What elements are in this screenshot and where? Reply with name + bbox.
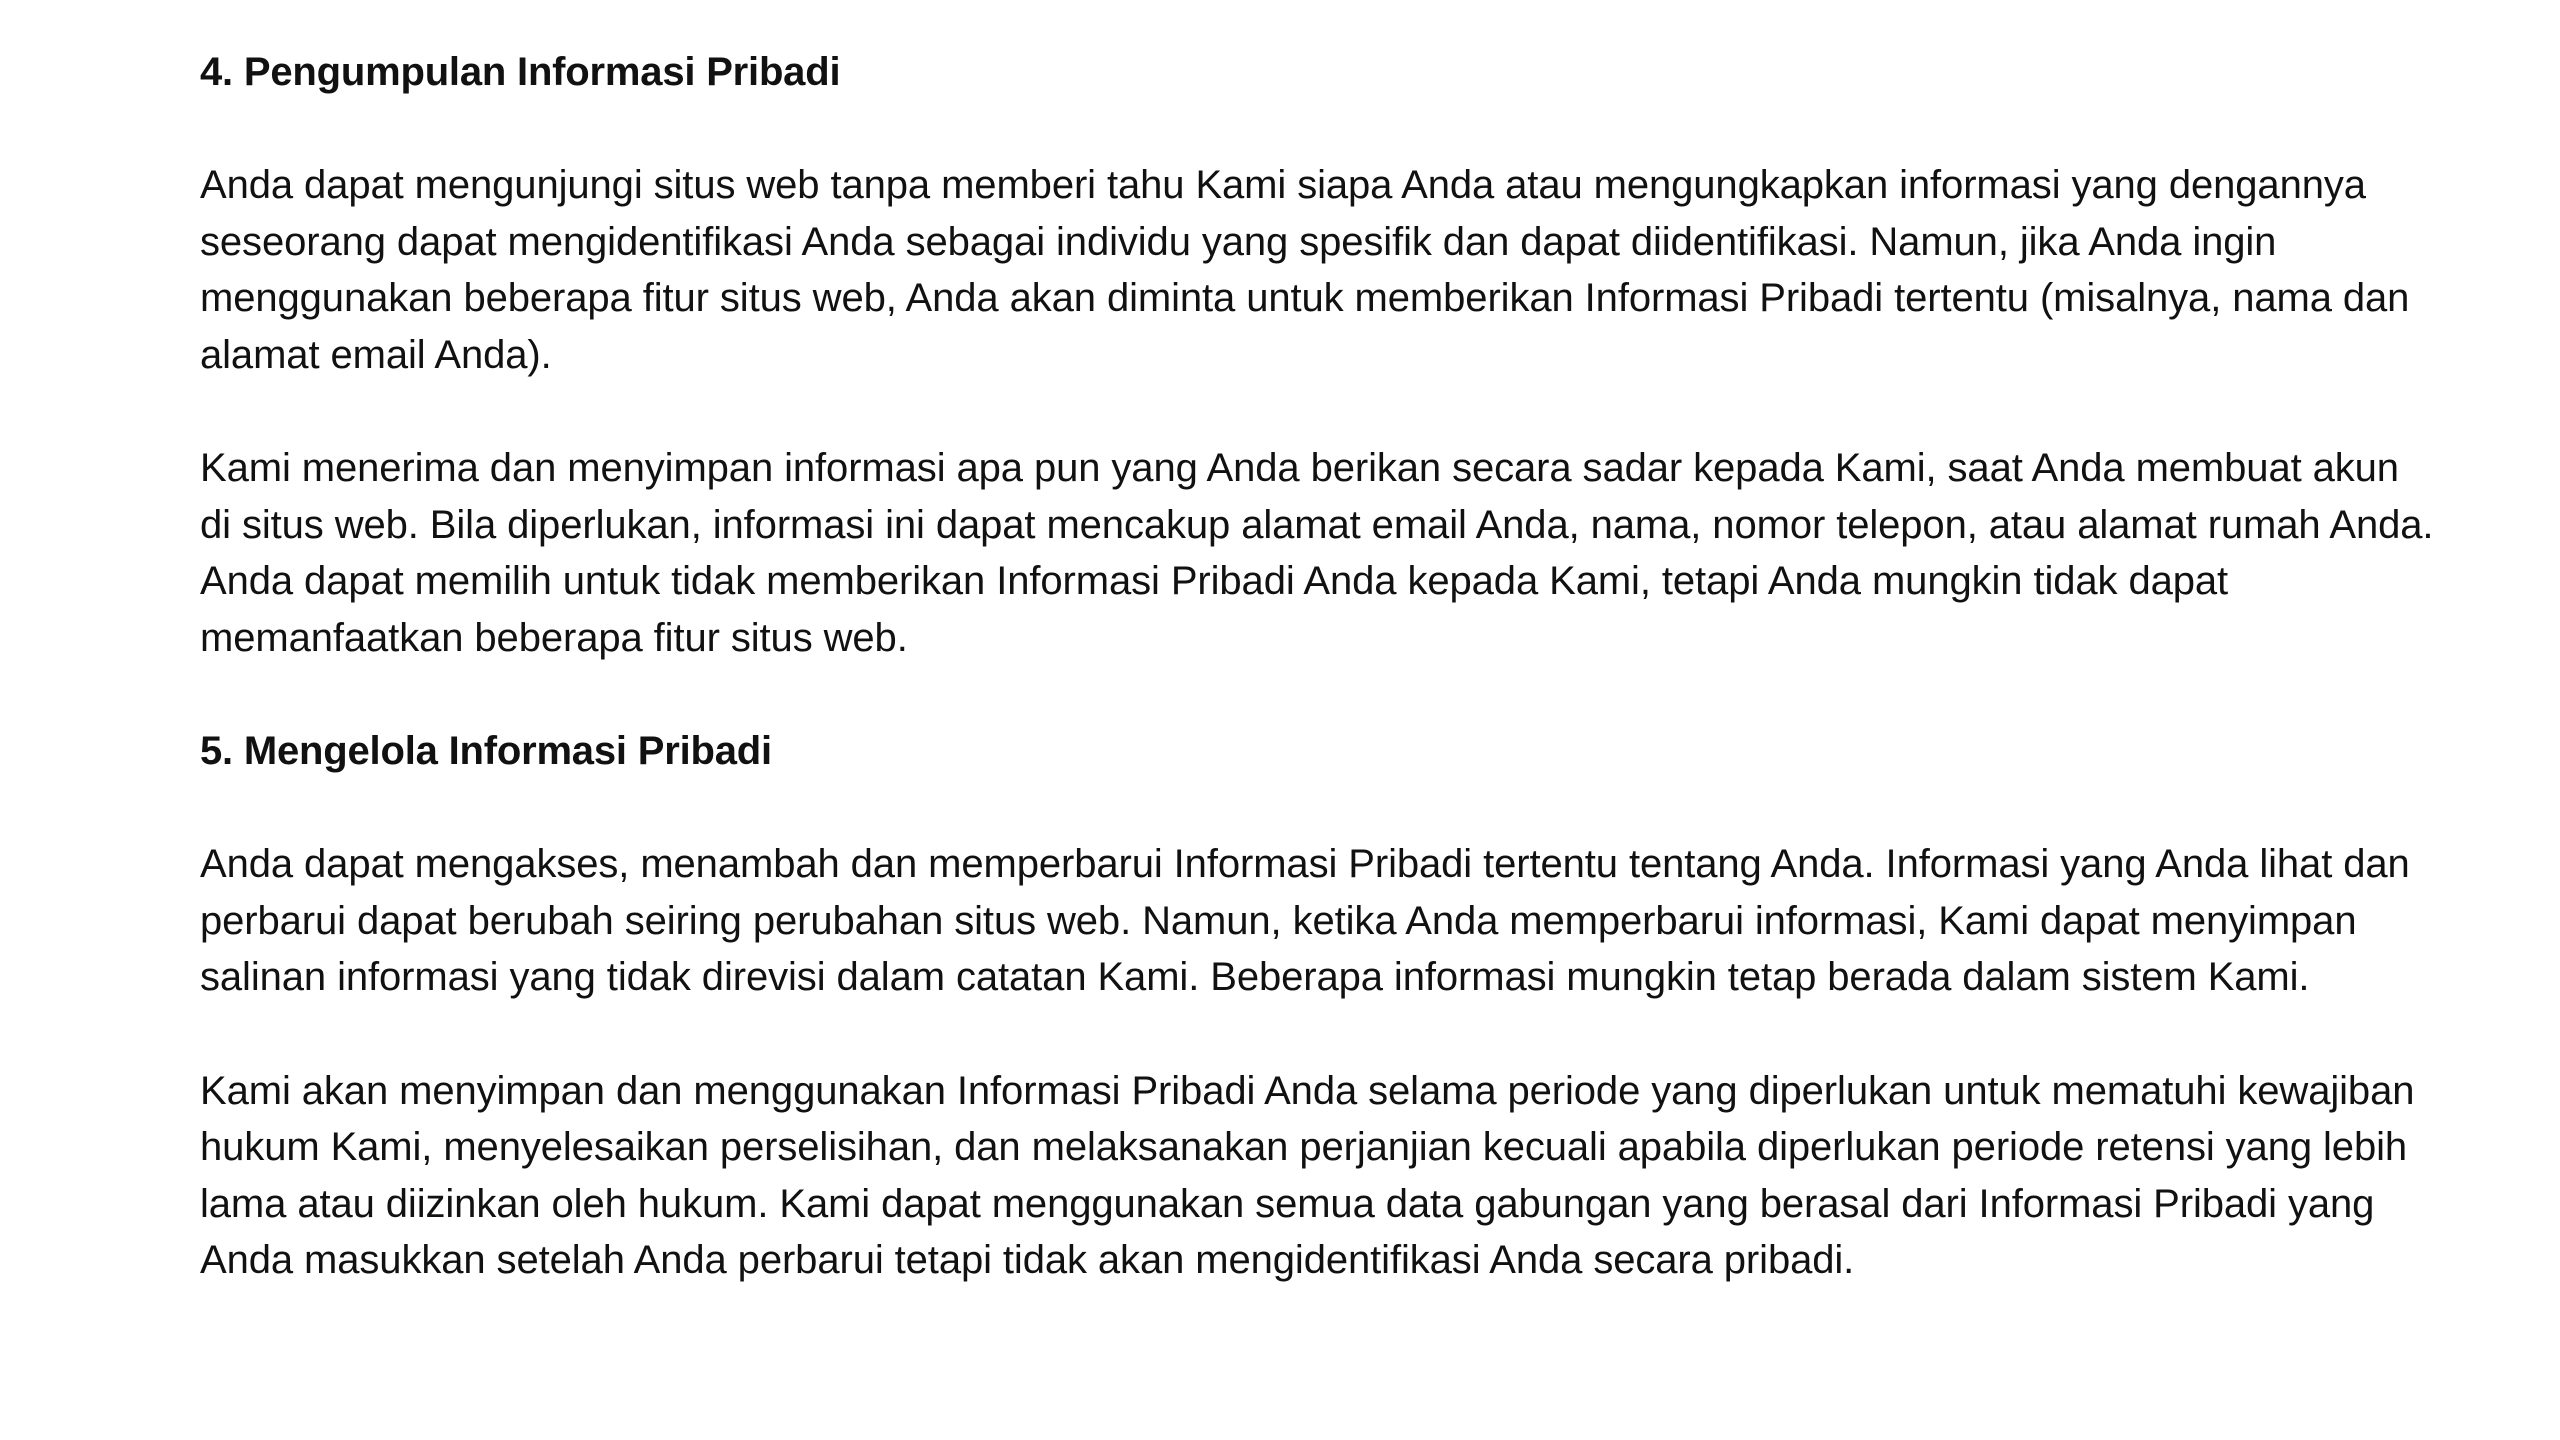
section-heading-4: 4. Pengumpulan Informasi Pribadi [200,50,841,94]
section-5-paragraph-2: Kami akan menyimpan dan menggunakan Informasi Pribadi Anda selama periode yang diperlukan untuk mematuhi kewajiban hukum Kami, menyelesaikan perselisihan, dan melaksanakan perjanjian kecuali apabila diperlukan periode retensi yang lebih lama atau diizinkan oleh hukum. Kami dapat menggunakan semua data gabungan yang berasal dari Informasi Pribadi yang Anda masukkan setelah Anda perbarui tetapi tidak akan mengidentifikasi Anda secara pribadi. [200,1068,2415,1282]
document-body [200,44,2440,1289]
section-5-paragraph-1: Anda dapat mengakses, menambah dan memperbarui Informasi Pribadi tertentu tentang Anda. Informasi yang Anda lihat dan perbarui dapat berubah seiring perubahan situs web. Namun, ketika Anda memperbarui informasi, Kami dapat menyimpan salinan informasi yang tidak direvisi dalam catatan Kami. Beberapa informasi mungkin tetap berada dalam sistem Kami. [200,842,2410,999]
section-4-paragraph-1: Anda dapat mengunjungi situs web tanpa memberi tahu Kami siapa Anda atau mengungkapkan informasi yang dengannya seseorang dapat mengidentifikasi Anda sebagai individu yang spesifik dan dapat diidentifikasi. Namun, jika Anda ingin menggunakan beberapa fitur situs web, Anda akan diminta untuk memberikan Informasi Pribadi tertentu (misalnya, nama dan alamat email Anda). [200,163,2410,377]
section-4-paragraph-2: Kami menerima dan menyimpan informasi apa pun yang Anda berikan secara sadar kepada Kami, saat Anda membuat akun di situs web. Bila diperlukan, informasi ini dapat mencakup alamat email Anda, nama, nomor telepon, atau alamat rumah Anda. Anda dapat memilih untuk tidak memberikan Informasi Pribadi Anda kepada Kami, tetapi Anda mungkin tidak dapat memanfaatkan beberapa fitur situs web. [200,446,2434,660]
section-heading-5: 5. Mengelola Informasi Pribadi [200,729,772,773]
